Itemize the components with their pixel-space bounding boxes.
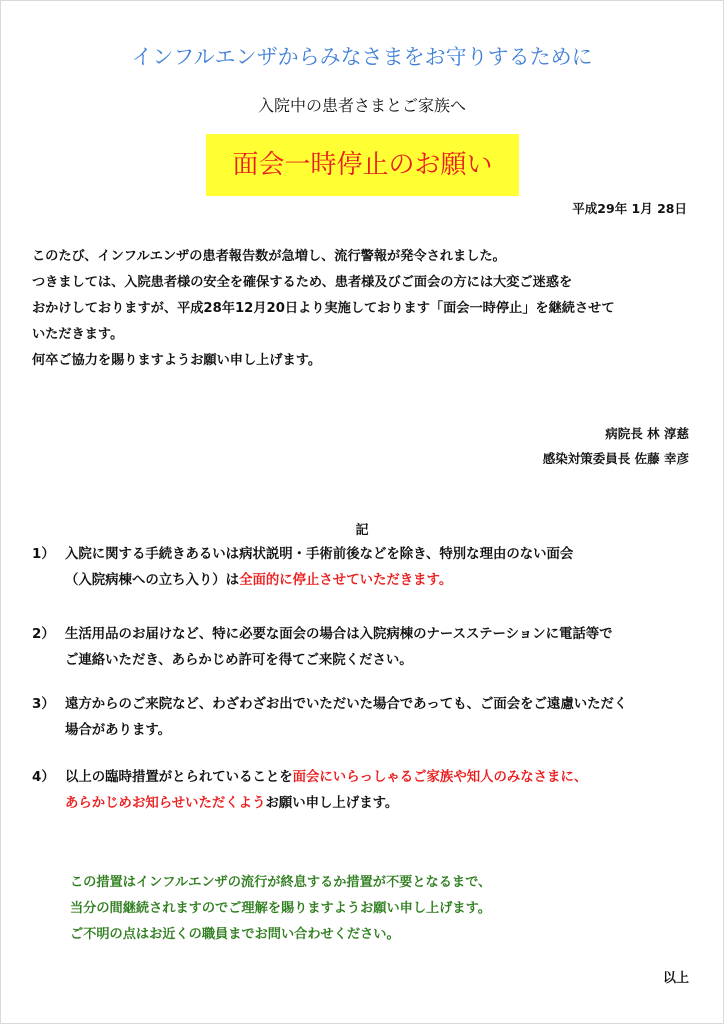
item-text: 生活用品のお届けなど、特に必要な面会の場合は入院病棟のナースステーションに電話等で xyxy=(65,627,613,642)
notice-item-2 xyxy=(32,622,712,674)
body-line: いただきます。 xyxy=(32,327,124,342)
item-text: 場合があります。 xyxy=(65,723,172,738)
notes-heading: 記 xyxy=(355,523,369,538)
item-text: 遠方からのご来院など、わざわざお出でいただいた場合であっても、ご面会をご遠慮いただく xyxy=(65,697,628,712)
headline: インフルエンザからみなさまをお守りするために xyxy=(131,45,593,69)
body-paragraph xyxy=(32,244,702,374)
closing-line: 当分の間継続されますのでご理解を賜りますようお願い申し上げます。 xyxy=(70,901,491,916)
notice-item-1 xyxy=(32,542,712,594)
body-line: つきましては、入院患者様の安全を確保するため、患者様及びご面会の方には大変ご迷惑を xyxy=(32,275,573,290)
addressee: 入院中の患者さまとご家族へ xyxy=(257,96,466,115)
item-text: 入院に関する手続きあるいは病状説明・手術前後などを除き、特別な理由のない面会 xyxy=(65,547,574,562)
body-line: このたび、インフルエンザの患者報告数が急増し、流行警報が発令されました。 xyxy=(32,249,506,264)
signature-committee-chair: 感染対策委員長 佐藤 幸彦 xyxy=(542,451,689,466)
item-emphasis-text: 面会にいらっしゃるご家族や知人のみなさまに、 xyxy=(292,770,588,785)
item-emphasis-text: あらかじめお知らせいただくよう xyxy=(65,796,266,811)
body-line: おかけしておりますが、平成28年12月20日より実施しております「面会一時停止」を継続させて xyxy=(32,301,615,316)
closing-paragraph xyxy=(70,870,491,948)
issue-date: 平成29年 1月 28日 xyxy=(572,201,687,216)
item-number: 4） xyxy=(32,770,55,785)
signature-director: 病院長 林 淳慈 xyxy=(605,426,689,441)
title-banner xyxy=(206,134,519,196)
notice-item-3 xyxy=(32,692,712,744)
notice-title: 面会一時停止のお願い xyxy=(232,150,493,180)
item-text: （入院病棟への立ち入り）は xyxy=(65,573,240,588)
end-mark: 以上 xyxy=(662,971,689,986)
item-emphasis-text: 全面的に停止させていただきます。 xyxy=(239,573,453,588)
closing-line: ご不明の点はお近くの職員までお問い合わせください。 xyxy=(70,927,400,942)
body-line: 何卒ご協力を賜りますようお願い申し上げます。 xyxy=(32,353,322,368)
item-text: お願い申し上げます。 xyxy=(265,796,399,811)
item-number: 2） xyxy=(32,627,55,642)
item-text: ご連絡いただき、あらかじめ許可を得てご来院ください。 xyxy=(65,653,413,668)
item-text: 以上の臨時措置がとられていることを xyxy=(65,770,293,785)
item-number: 1） xyxy=(32,547,55,562)
item-number: 3） xyxy=(32,697,55,712)
notice-item-4 xyxy=(32,765,712,817)
closing-line: この措置はインフルエンザの流行が終息するか措置が不要となるまで、 xyxy=(70,875,492,890)
